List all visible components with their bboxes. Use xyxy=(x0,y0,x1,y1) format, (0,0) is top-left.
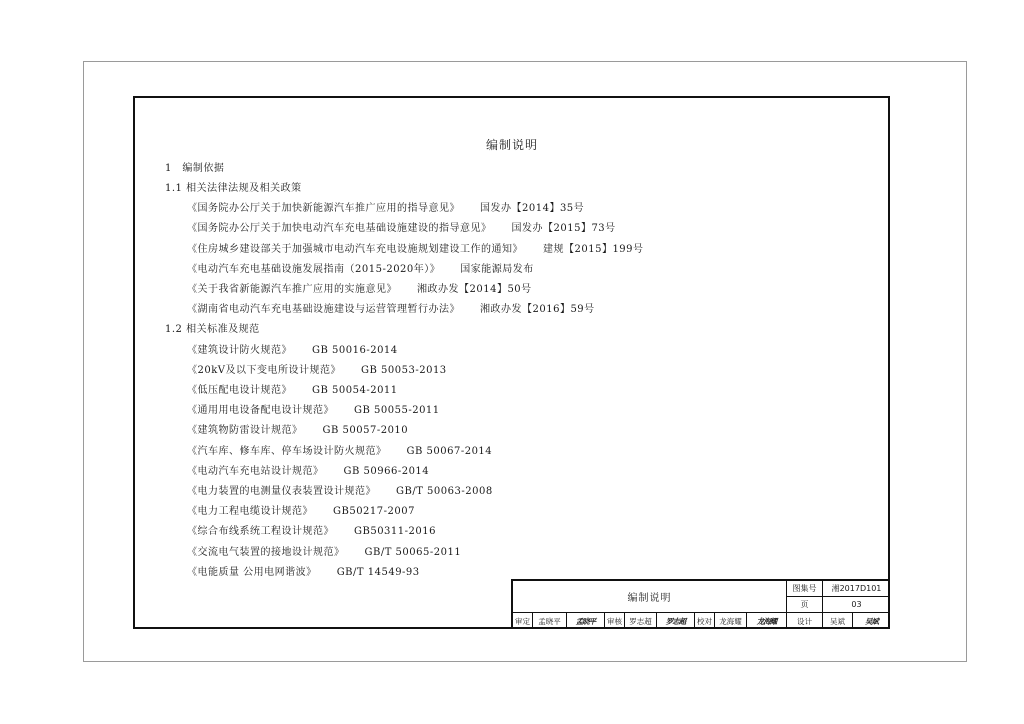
standard-item: 《低压配电设计规范》 GB 50054-2011 xyxy=(187,385,398,396)
standard-item: 《电动汽车充电站设计规范》 GB 50966-2014 xyxy=(187,466,430,477)
review-name: 孟晓平 xyxy=(533,613,567,629)
standard-item: 《20kV及以下变电所设计规范》 GB 50053-2013 xyxy=(187,365,447,376)
standard-item: 《汽车库、修车库、停车场设计防火规范》 GB 50067-2014 xyxy=(187,446,493,457)
review-signature: 孟晓平 xyxy=(567,613,605,629)
policy-item: 《关于我省新能源汽车推广应用的实施意见》 湘政办发【2014】50号 xyxy=(187,284,532,295)
policy-item: 《国务院办公厅关于加快电动汽车充电基础设施建设的指导意见》 国发办【2015】73号 xyxy=(187,223,616,234)
check-label: 审核 xyxy=(605,613,625,629)
title-block-title: 编制说明 xyxy=(513,581,787,613)
atlas-number: 湘2017D101 xyxy=(823,581,890,597)
standard-item: 《通用用电设备配电设计规范》 GB 50055-2011 xyxy=(187,405,440,416)
policy-item: 《国务院办公厅关于加快新能源汽车推广应用的指导意见》 国发办【2014】35号 xyxy=(187,203,585,214)
standard-item: 《建筑设计防火规范》 GB 50016-2014 xyxy=(187,345,398,356)
standard-item: 《电力工程电缆设计规范》 GB50217-2007 xyxy=(187,506,415,517)
design-signature: 吴斌 xyxy=(865,616,878,626)
page-label: 页 xyxy=(787,597,823,613)
policy-item: 《电动汽车充电基础设施发展指南（2015-2020年）》 国家能源局发布 xyxy=(187,264,534,275)
proof-label: 校对 xyxy=(695,613,715,629)
subsection-heading-laws: 1.1 相关法律法规及相关政策 xyxy=(165,183,302,194)
check-name: 罗志超 xyxy=(625,613,657,629)
policy-item: 《住房城乡建设部关于加强城市电动汽车充电设施规划建设工作的通知》 建规【2015】199号 xyxy=(187,244,644,255)
proof-signature: 龙海耀 xyxy=(747,613,787,629)
standard-item: 《建筑物防雷设计规范》 GB 50057-2010 xyxy=(187,425,409,436)
atlas-number-label: 图集号 xyxy=(787,581,823,597)
standard-item: 《交流电气装置的接地设计规范》 GB/T 50065-2011 xyxy=(187,547,462,558)
subsection-heading-standards: 1.2 相关标准及规范 xyxy=(165,324,260,335)
standard-item: 《电能质量 公用电网谐波》 GB/T 14549-93 xyxy=(187,567,420,578)
review-label: 审定 xyxy=(513,613,533,629)
section-heading: 1 编制依据 xyxy=(165,163,225,174)
title-block xyxy=(511,579,890,629)
signature-row xyxy=(513,613,890,629)
document-title: 编制说明 xyxy=(485,138,538,152)
standard-item: 《综合布线系统工程设计规范》 GB50311-2016 xyxy=(187,526,436,537)
proof-name: 龙海耀 xyxy=(715,613,747,629)
check-signature: 罗志超 xyxy=(657,613,695,629)
design-label: 设计 xyxy=(787,613,823,629)
standard-item: 《电力装置的电测量仪表装置设计规范》 GB/T 50063-2008 xyxy=(187,486,493,497)
page-number: 03 xyxy=(823,597,890,613)
design-name: 吴斌 xyxy=(823,613,853,629)
policy-item: 《湖南省电动汽车充电基础设施建设与运营管理暂行办法》 湘政办发【2016】59号 xyxy=(187,304,595,315)
